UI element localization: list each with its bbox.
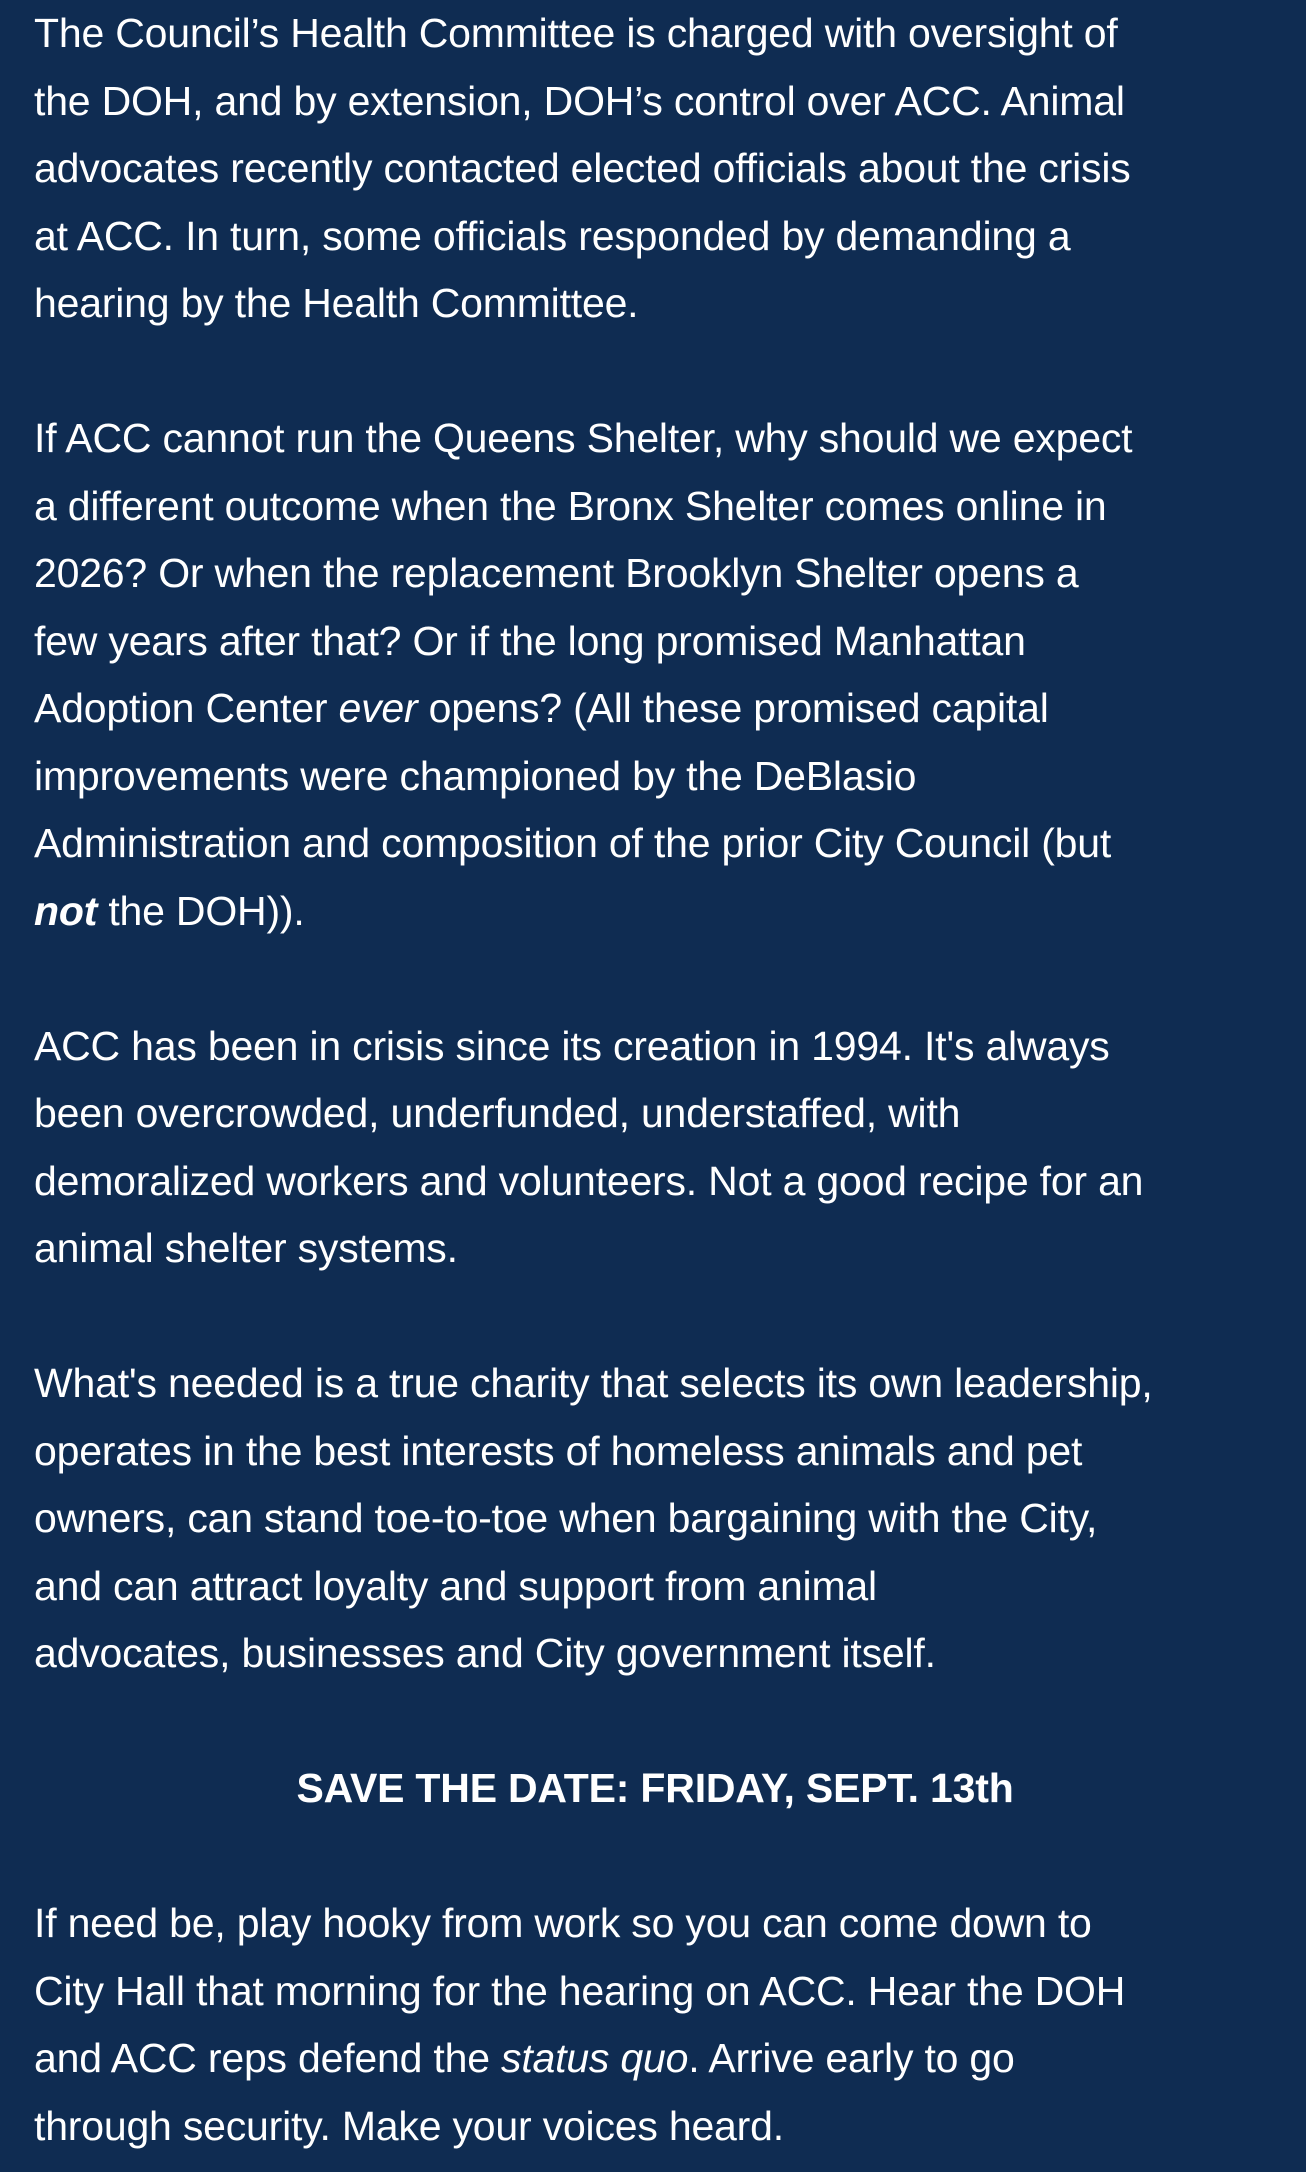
text-segment: the DOH)). (97, 887, 305, 934)
text-line: owners, can stand toe-to-toe when bargaining with the City, (34, 1495, 1098, 1541)
paragraph-call-to-action (34, 1890, 1276, 2160)
text-line: at ACC. In turn, some officials responded by demanding a (34, 212, 1071, 259)
text-line: advocates recently contacted elected officials about the crisis (34, 145, 1131, 191)
text-line: advocates, businesses and City government itself. (34, 1630, 936, 1676)
text-line: through security. Make your voices heard. (34, 2102, 784, 2149)
text-line: What's needed is a true charity that selects its own leadership, (34, 1360, 1153, 1406)
text-line: operates in the best interests of homeless animals and pet (34, 1427, 1083, 1474)
text-segment: . Arrive early to go (688, 2035, 1015, 2081)
paragraph-acc-crisis (34, 1013, 1276, 1283)
text-line: hearing by the Health Committee. (34, 280, 639, 326)
text-line: If need be, play hooky from work so you can come down to (34, 1900, 1092, 1946)
paragraph-health-committee (34, 0, 1276, 338)
text-segment: opens? (All these promised capital (417, 685, 1049, 731)
paragraph-true-charity (34, 1350, 1276, 1688)
emphasis-not: not (34, 887, 98, 934)
emphasis-ever: ever (338, 685, 418, 731)
text-line: The Council’s Health Committee is charged with oversight of (34, 10, 1118, 56)
emphasis-status-quo: status quo (501, 2035, 689, 2081)
text-segment: and ACC reps defend the (34, 2035, 502, 2081)
paragraph-shelters (34, 405, 1276, 945)
paragraph-spacer (34, 1283, 1276, 1351)
text-line: few years after that? Or if the long promised Manhattan (34, 617, 1026, 664)
text-line: been overcrowded, underfunded, understaffed, with (34, 1090, 961, 1136)
paragraph-spacer (34, 338, 1276, 406)
text-line: ACC has been in crisis since its creation in 1994. It's always (34, 1022, 1110, 1069)
text-line: demoralized workers and volunteers. Not a good recipe for an (34, 1157, 1144, 1204)
text-line: and can attract loyalty and support from animal (34, 1562, 877, 1609)
text-line (34, 675, 1276, 743)
text-line: If ACC cannot run the Queens Shelter, why should we expect (34, 415, 1133, 461)
text-line (34, 2025, 1276, 2093)
text-line: 2026? Or when the replacement Brooklyn Shelter opens a (34, 550, 1079, 596)
text-line: improvements were championed by the DeBlasio (34, 752, 917, 799)
text-line: a different outcome when the Bronx Shelter comes online in (34, 482, 1107, 529)
save-the-date-heading: SAVE THE DATE: FRIDAY, SEPT. 13th (296, 1765, 1014, 1811)
text-line: City Hall that morning for the hearing on ACC. Hear the DOH (34, 1967, 1126, 2014)
text-segment: Adoption Center (34, 685, 339, 731)
paragraph-spacer (34, 1688, 1276, 1756)
text-line (34, 878, 1276, 946)
paragraph-spacer (34, 945, 1276, 1013)
text-line: animal shelter systems. (34, 1225, 458, 1271)
text-line: the DOH, and by extension, DOH’s control over ACC. Animal (34, 77, 1125, 124)
text-line: Administration and composition of the prior City Council (but (34, 820, 1112, 866)
paragraph-spacer (34, 1823, 1276, 1891)
